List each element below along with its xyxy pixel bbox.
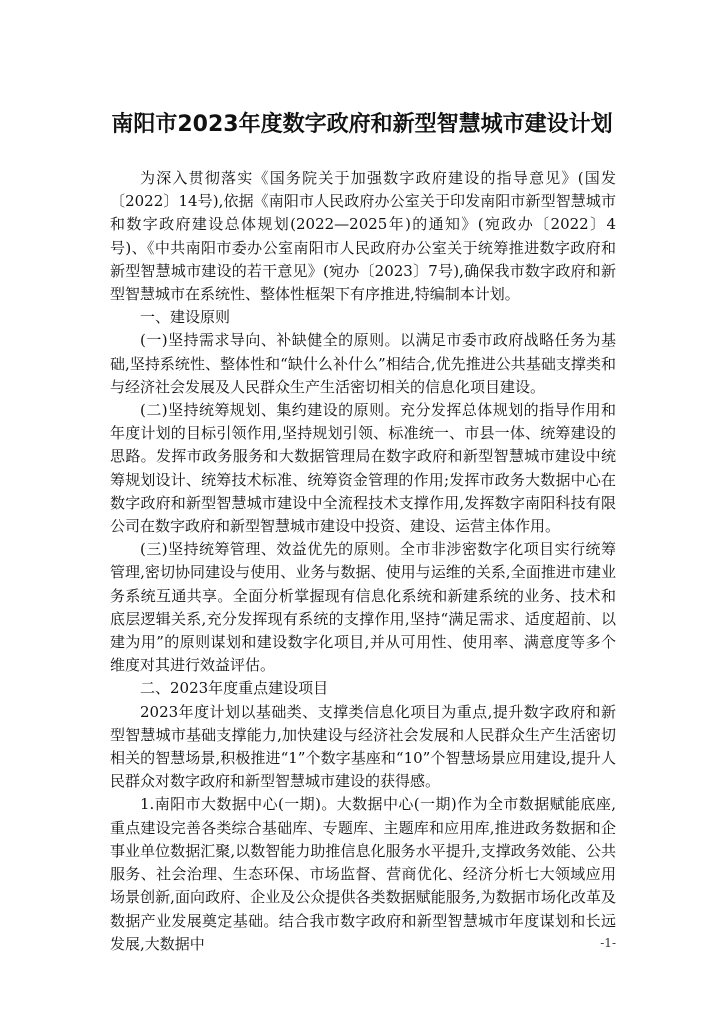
document-body xyxy=(110,167,616,956)
page-number: -1- xyxy=(600,936,616,950)
paragraph-intro: 为深入贯彻落实《国务院关于加强数字政府建设的指导意见》(国发〔2022〕14号),依据《南阳市人民政府办公室关于印发南阳市新型智慧城市和数字政府建设总体规划(2022—2025年)的通知》(宛政办〔2022〕4号)、《中共南阳市委办公室南阳市人民政府办公室关于统筹推进数字政府和新型智慧城市建设的若干意见》(宛办〔2023〕7号),确保我市数字政府和新型智慧城市在系统性、整体性框架下有序推进,特编制本计划。 xyxy=(110,169,616,304)
paragraph-principle-2: (二)坚持统筹规划、集约建设的原则。充分发挥总体规划的指导作用和年度计划的目标引领作用,坚持规划引领、标准统一、市县一体、统筹建设的思路。发挥市政务服务和大数据管理局在数字政府和新型智慧城市建设中统筹规划设计、统筹技术标准、统筹资金管理的作用;发挥市政务大数据中心在数字政府和新型智慧城市建设中全流程技术支撑作用,发挥数字南阳科技有限公司在数字政府和新型智慧城市建设中投资、建设、运营主体作用。 xyxy=(110,401,616,536)
paragraph-project-1: 1.南阳市大数据中心(一期)。大数据中心(一期)作为全市数据赋能底座,重点建设完善各类综合基础库、专题库、主题库和应用库,推进政务数据和企事业单位数据汇聚,以数智能力助推信息化服务水平提升,支撑政务效能、公共服务、社会治理、生态环保、市场监督、营商优化、经济分析七大领域应用场景创新,面向政府、企业及公众提供各类数据赋能服务,为数据市场化改革及数据产业发展奠定基础。结合我市数字政府和新型智慧城市年度谋划和长远发展,大数据中 xyxy=(110,795,616,953)
paragraph-principle-1: (一)坚持需求导向、补缺健全的原则。以满足市委市政府战略任务为基础,坚持系统性、整体性和“缺什么补什么”相结合,优先推进公共基础支撑类和与经济社会发展及人民群众生产生活密切相关的信息化项目建设。 xyxy=(110,331,616,396)
paragraph-projects-intro: 2023年度计划以基础类、支撑类信息化项目为重点,提升数字政府和新型智慧城市基础支撑能力,加快建设与经济社会发展和人民群众生产生活密切相关的智慧场景,积极推进“1”个数字基座和“10”个智慧场景应用建设,提升人民群众对数字政府和新型智慧城市建设的获得感。 xyxy=(110,702,616,791)
document-title: 南阳市2023年度数字政府和新型智慧城市建设计划 xyxy=(111,112,613,137)
section-heading-projects: 二、2023年度重点建设项目 xyxy=(140,679,329,698)
paragraph-principle-3: (三)坚持统筹管理、效益优先的原则。全市非涉密数字化项目实行统筹管理,密切协同建设与使用、业务与数据、使用与运维的关系,全面推进市建业务系统互通共享。全面分析掌握现有信息化系统和新建系统的业务、技术和底层逻辑关系,充分发挥现有系统的支撑作用,坚持“满足需求、适度超前、以建为用”的原则谋划和建设数字化项目,并从可用性、使用率、满意度等多个维度对其进行效益评估。 xyxy=(110,540,616,675)
section-heading-principles: 一、建设原则 xyxy=(140,308,231,327)
